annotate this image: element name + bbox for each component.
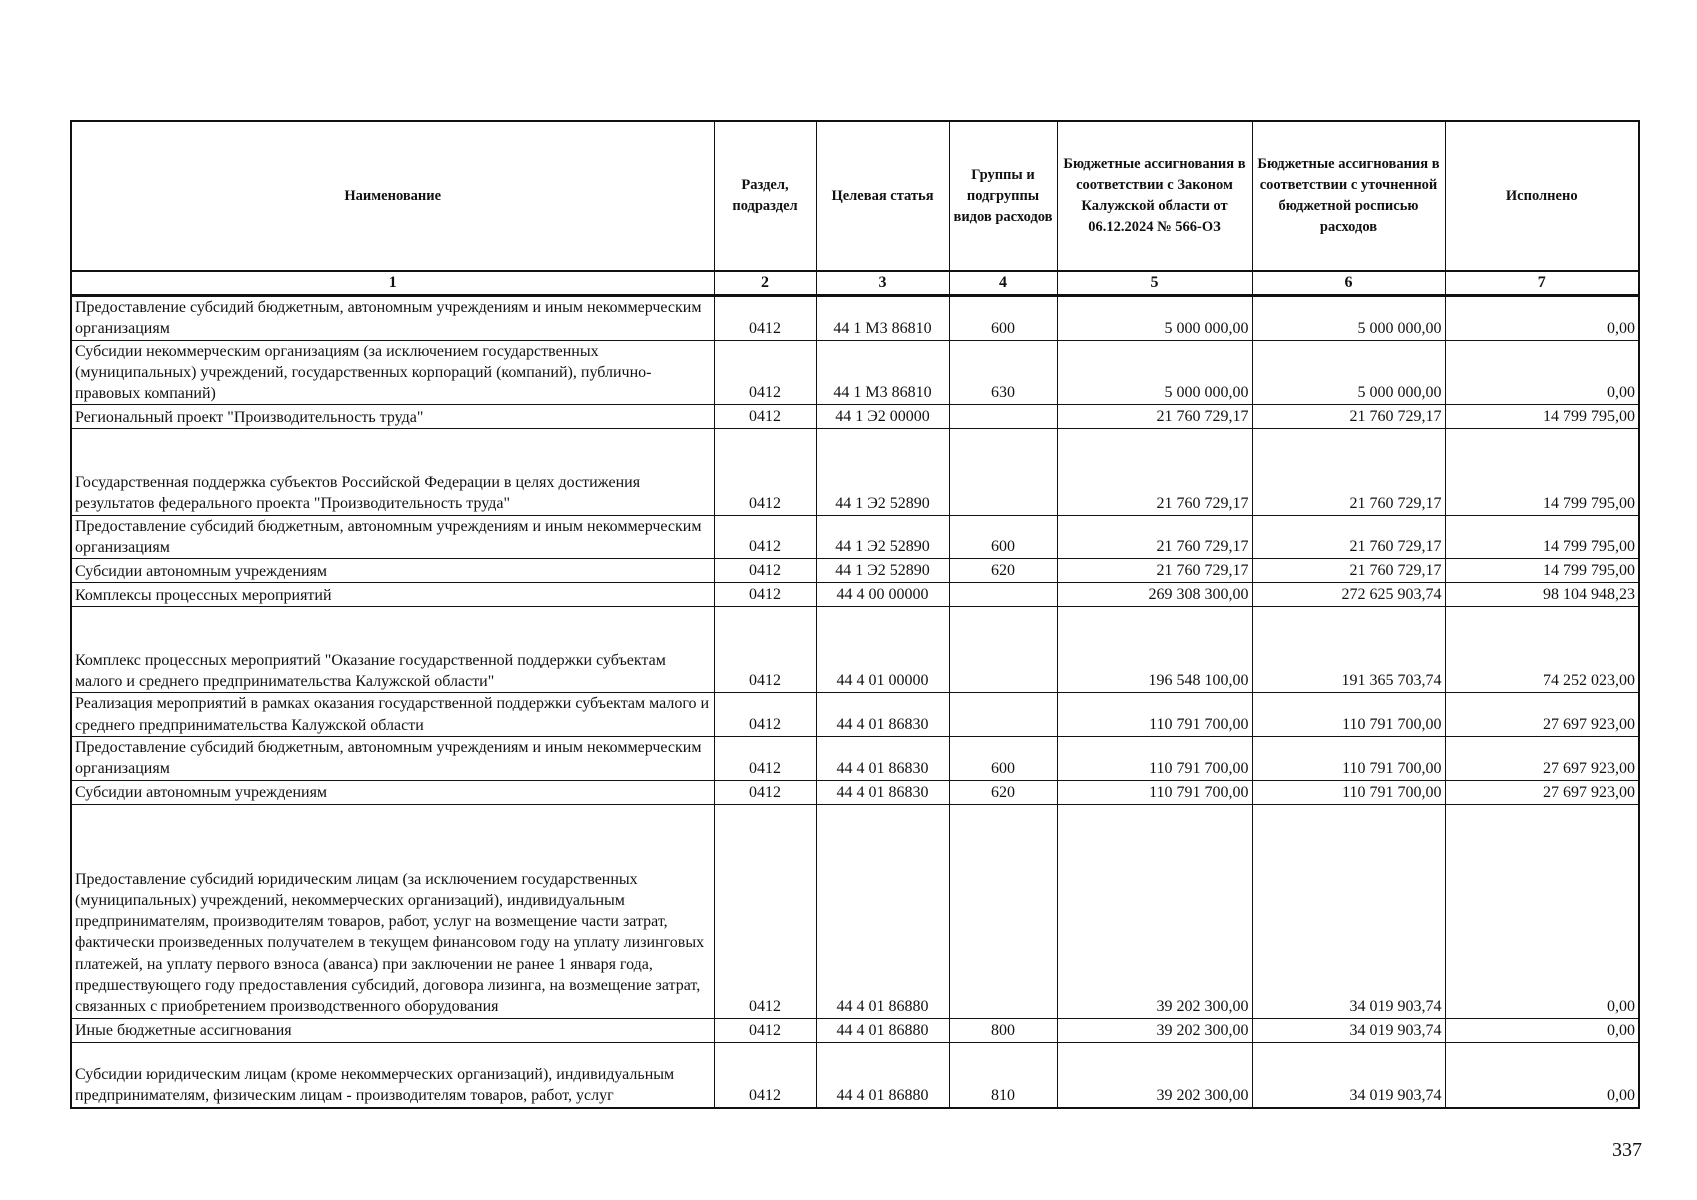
column-number: 5 xyxy=(1057,271,1252,296)
row-law: 5 000 000,00 xyxy=(1057,340,1252,405)
row-name: Субсидии автономным учреждениям xyxy=(71,780,714,804)
header-refined: Бюджетные ассигнования в соответствии с уточненной бюджетной росписью расходов xyxy=(1252,121,1445,271)
row-law: 39 202 300,00 xyxy=(1057,1018,1252,1042)
row-refined: 21 760 729,17 xyxy=(1252,515,1445,559)
table-row xyxy=(71,429,1639,515)
row-name: Предоставление субсидий бюджетным, автономным учреждениям и иным некоммерческим организациям xyxy=(71,296,714,341)
row-executed: 14 799 795,00 xyxy=(1445,429,1639,515)
row-section: 0412 xyxy=(714,296,816,341)
row-executed: 0,00 xyxy=(1445,340,1639,405)
row-target: 44 1 Э2 52890 xyxy=(816,429,949,515)
row-refined: 5 000 000,00 xyxy=(1252,296,1445,341)
row-executed: 27 697 923,00 xyxy=(1445,780,1639,804)
row-group xyxy=(949,804,1057,1018)
row-group: 620 xyxy=(949,559,1057,583)
budget-table-sheet xyxy=(70,120,1638,1109)
table-body xyxy=(71,296,1639,1108)
row-law: 110 791 700,00 xyxy=(1057,737,1252,781)
header-row xyxy=(71,121,1639,271)
row-executed: 14 799 795,00 xyxy=(1445,515,1639,559)
row-executed: 27 697 923,00 xyxy=(1445,693,1639,737)
row-group: 600 xyxy=(949,737,1057,781)
column-number: 1 xyxy=(71,271,714,296)
row-group: 630 xyxy=(949,340,1057,405)
row-executed: 0,00 xyxy=(1445,296,1639,341)
table-row xyxy=(71,780,1639,804)
row-target: 44 1 М3 86810 xyxy=(816,296,949,341)
row-law: 110 791 700,00 xyxy=(1057,780,1252,804)
page-number: 337 xyxy=(1612,1139,1642,1161)
row-name: Комплекс процессных мероприятий "Оказание государственной поддержки субъектам малого и среднего предпринимательства Калужской области" xyxy=(71,607,714,693)
row-section: 0412 xyxy=(714,780,816,804)
row-refined: 21 760 729,17 xyxy=(1252,429,1445,515)
row-target: 44 1 М3 86810 xyxy=(816,340,949,405)
row-section: 0412 xyxy=(714,804,816,1018)
table-row xyxy=(71,559,1639,583)
row-name: Субсидии юридическим лицам (кроме некоммерческих организаций), индивидуальным предпринимателям, физическим лицам - производителям товаров, работ, услуг xyxy=(71,1042,714,1107)
table-row xyxy=(71,583,1639,607)
table-row xyxy=(71,1018,1639,1042)
row-target: 44 4 01 00000 xyxy=(816,607,949,693)
table-row xyxy=(71,737,1639,781)
row-law: 39 202 300,00 xyxy=(1057,804,1252,1018)
row-executed: 14 799 795,00 xyxy=(1445,559,1639,583)
row-refined: 34 019 903,74 xyxy=(1252,804,1445,1018)
table-row xyxy=(71,607,1639,693)
row-name: Государственная поддержка субъектов Российской Федерации в целях достижения результатов федерального проекта "Производительность труда" xyxy=(71,429,714,515)
row-section: 0412 xyxy=(714,559,816,583)
row-section: 0412 xyxy=(714,429,816,515)
row-law: 110 791 700,00 xyxy=(1057,693,1252,737)
row-name: Субсидии автономным учреждениям xyxy=(71,559,714,583)
row-section: 0412 xyxy=(714,405,816,429)
row-target: 44 4 01 86830 xyxy=(816,693,949,737)
table-row xyxy=(71,804,1639,1018)
row-name: Субсидии некоммерческим организациям (за исключением государственных (муниципальных) учреждений, государственных корпораций (компаний), публично-правовых компаний) xyxy=(71,340,714,405)
header-name: Наименование xyxy=(71,121,714,271)
row-refined: 34 019 903,74 xyxy=(1252,1042,1445,1107)
row-group xyxy=(949,693,1057,737)
row-refined: 21 760 729,17 xyxy=(1252,559,1445,583)
row-executed: 0,00 xyxy=(1445,804,1639,1018)
row-law: 21 760 729,17 xyxy=(1057,405,1252,429)
row-group xyxy=(949,429,1057,515)
row-section: 0412 xyxy=(714,583,816,607)
row-target: 44 1 Э2 00000 xyxy=(816,405,949,429)
row-section: 0412 xyxy=(714,515,816,559)
row-section: 0412 xyxy=(714,1018,816,1042)
table-row xyxy=(71,405,1639,429)
row-target: 44 4 01 86880 xyxy=(816,1042,949,1107)
row-target: 44 4 01 86830 xyxy=(816,780,949,804)
row-executed: 14 799 795,00 xyxy=(1445,405,1639,429)
header-groups: Группы и подгруппы видов расходов xyxy=(949,121,1057,271)
column-number: 3 xyxy=(816,271,949,296)
row-section: 0412 xyxy=(714,693,816,737)
row-name: Иные бюджетные ассигнования xyxy=(71,1018,714,1042)
column-number-row xyxy=(71,271,1639,296)
row-name: Предоставление субсидий бюджетным, автономным учреждениям и иным некоммерческим организациям xyxy=(71,737,714,781)
table-row xyxy=(71,296,1639,341)
row-law: 21 760 729,17 xyxy=(1057,515,1252,559)
column-number: 6 xyxy=(1252,271,1445,296)
column-number: 4 xyxy=(949,271,1057,296)
row-name: Реализация мероприятий в рамках оказания государственной поддержки субъектам малого и среднего предпринимательства Калужской области xyxy=(71,693,714,737)
row-refined: 21 760 729,17 xyxy=(1252,405,1445,429)
row-law: 21 760 729,17 xyxy=(1057,429,1252,515)
header-target: Целевая статья xyxy=(816,121,949,271)
row-refined: 110 791 700,00 xyxy=(1252,693,1445,737)
row-group: 810 xyxy=(949,1042,1057,1107)
row-refined: 191 365 703,74 xyxy=(1252,607,1445,693)
row-group: 620 xyxy=(949,780,1057,804)
row-executed: 0,00 xyxy=(1445,1018,1639,1042)
budget-table xyxy=(70,120,1640,1109)
row-law: 269 308 300,00 xyxy=(1057,583,1252,607)
row-group: 600 xyxy=(949,296,1057,341)
header-law: Бюджетные ассигнования в соответствии с Законом Калужской области от 06.12.2024 № 566-ОЗ xyxy=(1057,121,1252,271)
row-name: Комплексы процессных мероприятий xyxy=(71,583,714,607)
table-row xyxy=(71,340,1639,405)
row-target: 44 1 Э2 52890 xyxy=(816,515,949,559)
row-refined: 272 625 903,74 xyxy=(1252,583,1445,607)
row-section: 0412 xyxy=(714,340,816,405)
row-executed: 27 697 923,00 xyxy=(1445,737,1639,781)
column-number: 7 xyxy=(1445,271,1639,296)
row-section: 0412 xyxy=(714,607,816,693)
row-target: 44 4 01 86830 xyxy=(816,737,949,781)
row-law: 21 760 729,17 xyxy=(1057,559,1252,583)
header-section: Раздел, подраздел xyxy=(714,121,816,271)
row-law: 196 548 100,00 xyxy=(1057,607,1252,693)
table-row xyxy=(71,693,1639,737)
row-group xyxy=(949,583,1057,607)
row-refined: 110 791 700,00 xyxy=(1252,737,1445,781)
row-law: 5 000 000,00 xyxy=(1057,296,1252,341)
row-executed: 98 104 948,23 xyxy=(1445,583,1639,607)
row-target: 44 1 Э2 52890 xyxy=(816,559,949,583)
header-executed: Исполнено xyxy=(1445,121,1639,271)
row-target: 44 4 00 00000 xyxy=(816,583,949,607)
row-refined: 110 791 700,00 xyxy=(1252,780,1445,804)
row-group: 600 xyxy=(949,515,1057,559)
row-group xyxy=(949,405,1057,429)
row-name: Предоставление субсидий бюджетным, автономным учреждениям и иным некоммерческим организациям xyxy=(71,515,714,559)
row-name: Предоставление субсидий юридическим лицам (за исключением государственных (муниципальных) учреждений, некоммерческих организаций), индивидуальным предпринимателям, производителям товаров, работ, услуг на возмещение части затрат, фактически произведенных получателем в текущем финансовом году на уплату лизинговых платежей, на уплату первого взноса (аванса) при заключении не ранее 1 января года, предшествующего году предоставления субсидий, договора лизинга, на возмещение затрат, связанных с приобретением производственного оборудования xyxy=(71,804,714,1018)
row-group xyxy=(949,607,1057,693)
table-row xyxy=(71,1042,1639,1107)
table-row xyxy=(71,515,1639,559)
row-section: 0412 xyxy=(714,737,816,781)
column-number: 2 xyxy=(714,271,816,296)
row-refined: 34 019 903,74 xyxy=(1252,1018,1445,1042)
row-refined: 5 000 000,00 xyxy=(1252,340,1445,405)
row-section: 0412 xyxy=(714,1042,816,1107)
row-target: 44 4 01 86880 xyxy=(816,804,949,1018)
row-law: 39 202 300,00 xyxy=(1057,1042,1252,1107)
row-name: Региональный проект "Производительность труда" xyxy=(71,405,714,429)
row-group: 800 xyxy=(949,1018,1057,1042)
row-executed: 74 252 023,00 xyxy=(1445,607,1639,693)
row-target: 44 4 01 86880 xyxy=(816,1018,949,1042)
row-executed: 0,00 xyxy=(1445,1042,1639,1107)
